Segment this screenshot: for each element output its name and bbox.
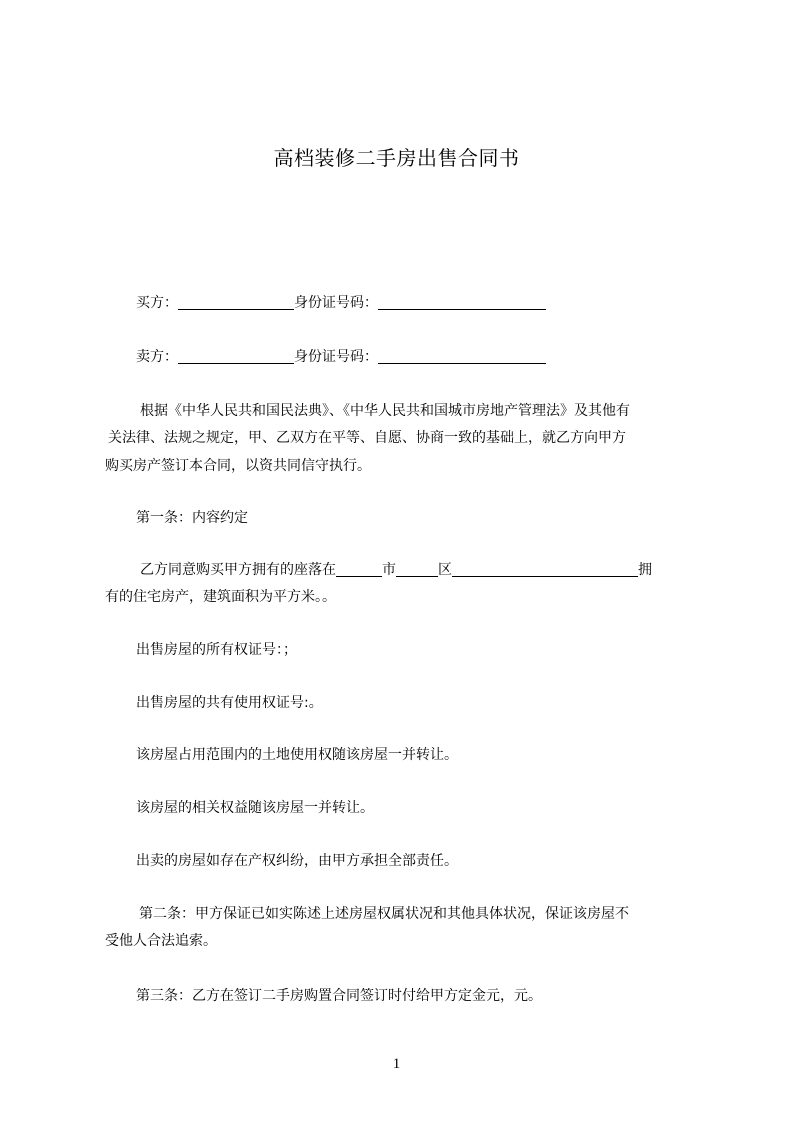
article1-heading: 第一条：内容约定: [136, 510, 248, 526]
land-rights-line: 该房屋占用范围内的土地使用权随该房屋一并转让。: [136, 747, 458, 763]
city-label: 市: [382, 562, 396, 578]
district-label: 区: [438, 562, 452, 578]
disputes-line: 出卖的房屋如存在产权纠纷，由甲方承担全部责任。: [136, 853, 458, 869]
city-field[interactable]: [336, 562, 382, 577]
buyer-id-field[interactable]: [378, 295, 546, 310]
seller-name-field[interactable]: [178, 349, 294, 364]
preamble-line-2: 关法律、法规之规定，甲、乙双方在平等、自愿、协商一致的基础上，就乙方向甲方: [108, 430, 626, 446]
buyer-line: [136, 292, 546, 312]
article1-location-line: [140, 559, 652, 579]
address-field[interactable]: [452, 562, 638, 577]
ownership-cert-line: 出售房屋的所有权证号：；: [136, 642, 297, 658]
buyer-id-label: 身份证号码：: [294, 295, 378, 311]
page-number: 1: [392, 1056, 401, 1072]
district-field[interactable]: [396, 562, 438, 577]
seller-id-field[interactable]: [378, 349, 546, 364]
article2-line-2: 受他人合法追索。: [105, 933, 217, 949]
article2-line-1: 第二条：甲方保证已如实陈述上述房屋权属状况和其他具体状况，保证该房屋不: [139, 906, 629, 922]
article1-area-line: 有的住宅房产，建筑面积为平方米。。: [105, 589, 336, 605]
seller-label: 卖方：: [136, 349, 178, 365]
preamble-line-1: 根据《中华人民共和国民法典》、《中华人民共和国城市房地产管理法》及其他有: [140, 403, 630, 419]
seller-id-label: 身份证号码：: [294, 349, 378, 365]
article3-line-1: 第三条：乙方在签订二手房购置合同签订时付给甲方定金元，元。: [136, 988, 542, 1004]
location-prefix: 乙方同意购买甲方拥有的座落在: [140, 562, 336, 578]
shared-cert-line: 出售房屋的共有使用权证号:。: [136, 695, 323, 711]
page-title: 高档装修二手房出售合同书: [273, 146, 520, 170]
preamble-line-3: 购买房产签订本合同，以资共同信守执行。: [105, 458, 371, 474]
buyer-label: 买方：: [136, 295, 178, 311]
related-rights-line: 该房屋的相关权益随该房屋一并转让。: [136, 800, 374, 816]
seller-line: [136, 346, 546, 366]
buyer-name-field[interactable]: [178, 295, 294, 310]
location-suffix: 拥: [638, 562, 652, 578]
